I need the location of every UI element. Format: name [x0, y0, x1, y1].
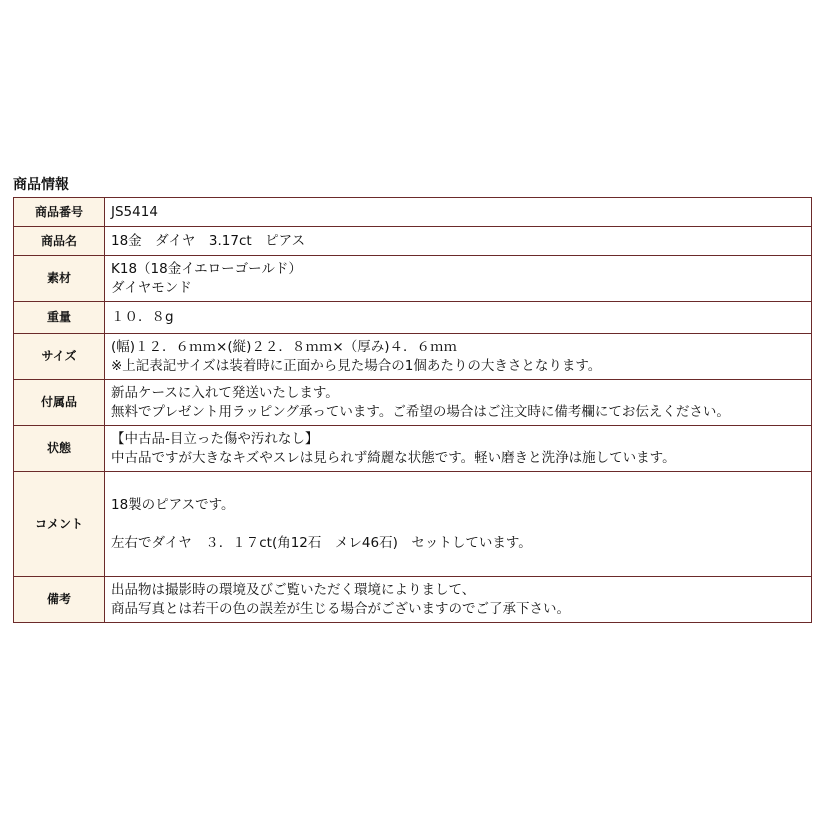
- table-row-condition: [14, 426, 812, 472]
- value-line: 中古品ですが大きなキズやスレは見られず綺麗な状態です。軽い磨きと洗浄は施しています。: [111, 449, 676, 466]
- row-label: サイズ: [14, 334, 105, 380]
- blank-line: [111, 515, 805, 534]
- row-value: [105, 472, 812, 577]
- value-line: JS5414: [111, 203, 158, 220]
- row-label: 備考: [14, 577, 105, 623]
- value-line: 出品物は撮影時の環境及びご覧いただく環境によりまして、: [111, 581, 476, 598]
- table-row-weight: [14, 302, 812, 334]
- table-row-size: [14, 334, 812, 380]
- product-info-table: [13, 197, 812, 623]
- value-line: １０．８g: [111, 309, 174, 325]
- table-row-comment: [14, 472, 812, 577]
- value-line: 新品ケースに入れて発送いたします。: [111, 384, 339, 401]
- table-row-accessories: [14, 380, 812, 426]
- row-label: 商品名: [14, 227, 105, 256]
- value-line: 18金 ダイヤ 3.17ct ピアス: [111, 232, 306, 249]
- table-row-remarks: [14, 577, 812, 623]
- row-value: [105, 334, 812, 380]
- row-label: コメント: [14, 472, 105, 577]
- value-line: 左右でダイヤ ３．１７ct(角12石 メレ46石) セットしています。: [111, 534, 532, 551]
- row-value: [105, 256, 812, 302]
- value-line: ※上記表記サイズは装着時に正面から見た場合の1個あたりの大きさとなります。: [111, 357, 602, 374]
- row-value: [105, 302, 812, 334]
- value-line: K18（18金イエローゴールド）: [111, 260, 302, 277]
- table-row-material: [14, 256, 812, 302]
- value-line: 【中古品-目立った傷や汚れなし】: [111, 430, 319, 447]
- row-label: 重量: [14, 302, 105, 334]
- row-value: [105, 227, 812, 256]
- value-line: ダイヤモンド: [111, 279, 192, 296]
- value-line: 無料でプレゼント用ラッピング承っています。ご希望の場合はご注文時に備考欄にてお伝えください。: [111, 403, 730, 420]
- section-title: 商品情報: [13, 177, 69, 193]
- row-label: 状態: [14, 426, 105, 472]
- row-label: 商品番号: [14, 198, 105, 227]
- value-line: 商品写真とは若干の色の誤差が生じる場合がございますのでご了承下さい。: [111, 600, 570, 617]
- row-value: [105, 380, 812, 426]
- table-row-product-name: [14, 227, 812, 256]
- row-label: 素材: [14, 256, 105, 302]
- value-line: 18製のピアスです。: [111, 496, 235, 513]
- row-label: 付属品: [14, 380, 105, 426]
- value-line: (幅)１２．６ｍｍ×(縦)２２．８ｍｍ×（厚み)４．６ｍｍ: [111, 338, 457, 355]
- row-value: [105, 426, 812, 472]
- row-value: [105, 577, 812, 623]
- table-row-product-number: [14, 198, 812, 227]
- row-value: [105, 198, 812, 227]
